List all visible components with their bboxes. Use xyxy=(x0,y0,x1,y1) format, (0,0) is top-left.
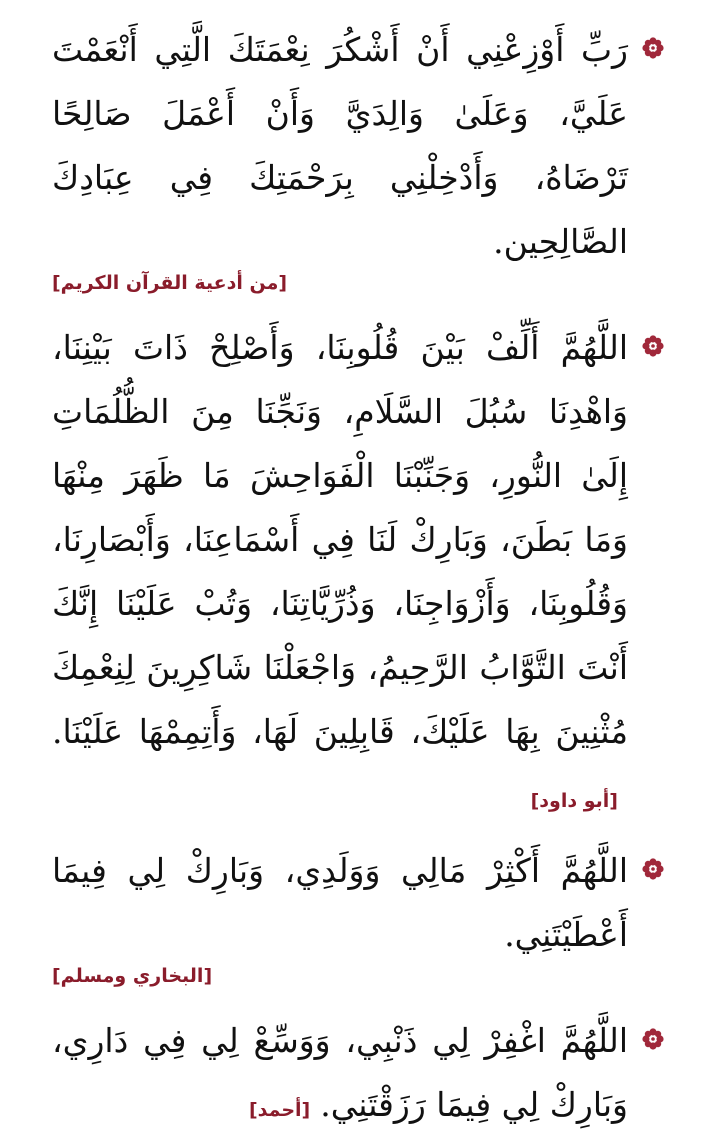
dua-entry xyxy=(52,1009,654,1142)
source-citation: [أحمد] xyxy=(248,1099,311,1121)
flower-ornament-icon xyxy=(640,333,666,359)
dua-entry xyxy=(52,18,654,274)
dua-text xyxy=(52,316,628,833)
flower-ornament-icon xyxy=(640,856,666,882)
flower-ornament-icon xyxy=(640,1026,666,1052)
dua-text-body: اللَّهُمَّ أَلِّفْ بَيْنَ قُلُوبِنَا، وَأَصْلِحْ ذَاتَ بَيْنِنَا، وَاهْدِنَا سُبُلَ السَّلَامِ، وَنَجِّنَا مِنَ الظُّلُمَاتِ إِلَىٰ النُّورِ، وَجَنِّبْنَا الْفَوَاحِشَ مَا ظَهَرَ مِنْهَا وَمَا بَطَنَ، وَبَارِكْ لَنَا فِي أَسْمَاعِنَا، وَأَبْصَارِنَا، وَقُلُوبِنَا، وَأَزْوَاجِنَا، وَذُرِّيَّاتِنَا، وَتُبْ عَلَيْنَا إِنَّكَ أَنْتَ التَّوَّابُ الرَّحِيمُ، وَاجْعَلْنَا شَاكِرِينَ لِنِعْمِكَ مُثْنِينَ بِهَا عَلَيْكَ، قَابِلِينَ لَهَا، وَأَتِمِمْهَا عَلَيْنَا. xyxy=(52,328,628,751)
dua-entry xyxy=(52,839,654,967)
dua-text xyxy=(52,1009,628,1142)
source-citation: [أبو داود] xyxy=(530,790,618,812)
source-citation: [البخاري ومسلم] xyxy=(52,965,213,987)
dua-text-body: اللَّهُمَّ اغْفِرْ لِي ذَنْبِي، وَوَسِّعْ لِي فِي دَارِي، وَبَارِكْ لِي فِيمَا رَزَقْتَنِي. xyxy=(52,1021,628,1124)
source-line xyxy=(52,965,654,987)
source-line xyxy=(52,272,654,294)
source-citation: [من أدعية القرآن الكريم] xyxy=(52,272,288,294)
flower-ornament-icon xyxy=(640,35,666,61)
dua-text: رَبِّ أَوْزِعْنِي أَنْ أَشْكُرَ نِعْمَتَكَ الَّتِي أَنْعَمْتَ عَلَيَّ، وَعَلَىٰ وَالِدَيَّ وَأَنْ أَعْمَلَ صَالِحًا تَرْضَاهُ، وَأَدْخِلْنِي بِرَحْمَتِكَ فِي عِبَادِكَ الصَّالِحِين. xyxy=(52,30,628,261)
dua-entry xyxy=(52,316,654,833)
dua-text: اللَّهُمَّ أَكْثِرْ مَالِي وَوَلَدِي، وَبَارِكْ لِي فِيمَا أَعْطَيْتَنِي. xyxy=(52,851,628,954)
